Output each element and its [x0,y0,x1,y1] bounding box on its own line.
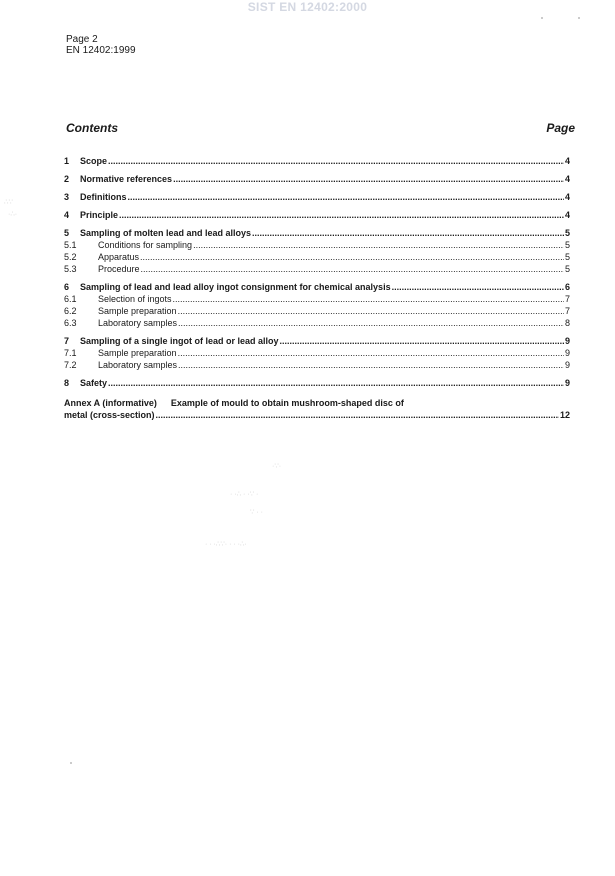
scan-noise: · ·∴ · ·∵ · [230,491,259,498]
toc-entry-7-2[interactable] [64,359,570,371]
toc-page: 4 [564,192,570,202]
toc-entry-7[interactable] [64,335,570,347]
toc-entry-5-2[interactable] [64,251,570,263]
scan-speck [70,762,72,764]
toc-number: 7 [64,336,70,346]
toc-title: Selection of ingots [98,294,172,304]
toc-number: 1 [64,156,70,166]
toc-title: Definitions [80,192,127,202]
toc-number: 2 [64,174,70,184]
toc-title: Conditions for sampling [98,240,193,250]
toc-number: 6.3 [64,318,77,328]
toc-entry-6-3[interactable] [64,317,570,329]
dot-leader [178,347,564,359]
toc-entry-1[interactable] [64,155,570,167]
standard-number: EN 12402:1999 [66,45,136,56]
toc-entry-5-3[interactable] [64,263,570,275]
dot-leader [178,305,564,317]
toc-number: 5.1 [64,240,77,250]
toc-title: Normative references [80,174,173,184]
dot-leader [252,227,564,239]
toc-title: Sample preparation [98,306,177,316]
toc-entry-6-2[interactable] [64,305,570,317]
toc-number: 7.1 [64,348,77,358]
toc-page: 4 [564,210,570,220]
annex-title-line-1: Example of mould to obtain mushroom-shaped disc of [170,398,404,408]
toc-title: Principle [80,210,119,220]
toc-title: Apparatus [98,252,140,262]
scan-speck [541,17,543,19]
dot-leader [173,293,564,305]
scan-noise: ·∵· [272,463,282,470]
toc-page: 9 [564,336,570,346]
toc-number: 4 [64,210,70,220]
toc-page: 5 [564,228,570,238]
toc-title: Sampling of a single ingot of lead or lead alloy [80,336,279,346]
dot-leader [392,281,564,293]
toc-page: 7 [564,306,570,316]
toc-page: 6 [564,282,570,292]
dot-leader [156,409,559,421]
toc-page: 9 [564,378,570,388]
toc-entry-7-1[interactable] [64,347,570,359]
toc-number: 6 [64,282,70,292]
scan-noise: · · ·∴∵· · · ·∴· [205,541,247,548]
toc-page: 7 [564,294,570,304]
toc-entry-8[interactable] [64,377,570,389]
dot-leader [280,335,564,347]
toc-page: 9 [564,348,570,358]
scan-noise: ∴∵ [4,199,13,206]
toc-title: Laboratory samples [98,360,178,370]
toc-page: 9 [564,360,570,370]
toc-entry-5[interactable] [64,227,570,239]
toc-title: Sampling of lead and lead alloy ingot consignment for chemical analysis [80,282,391,292]
annex-line-2 [64,409,570,421]
dot-leader [193,239,564,251]
dot-leader [119,209,564,221]
toc-page: 8 [564,318,570,328]
contents-heading: Contents [66,121,118,135]
toc-entry-6-1[interactable] [64,293,570,305]
toc-title: Procedure [98,264,140,274]
toc-entry-6[interactable] [64,281,570,293]
toc-entry-2[interactable] [64,173,570,185]
toc-number: 6.1 [64,294,77,304]
toc-number: 5 [64,228,70,238]
toc-title: Sampling of molten lead and lead alloys [80,228,252,238]
dot-leader [140,251,564,263]
toc-page: 12 [559,410,570,420]
dot-leader [108,155,564,167]
dot-leader [178,317,564,329]
dot-leader [173,173,564,185]
toc-page: 5 [564,264,570,274]
toc-page: 4 [564,174,570,184]
toc-title: Safety [80,378,108,388]
dot-leader [128,191,564,203]
annex-label: Annex A (informative) [64,398,157,408]
scan-noise: ·∴· [8,211,18,218]
annex-line-1 [64,397,570,409]
table-of-contents [64,155,570,421]
toc-entry-annex-a[interactable] [64,397,570,421]
toc-title: Scope [80,156,108,166]
dot-leader [178,359,564,371]
scan-speck [578,17,580,19]
toc-title: Sample preparation [98,348,177,358]
toc-number: 7.2 [64,360,77,370]
toc-number: 8 [64,378,70,388]
toc-number: 6.2 [64,306,77,316]
watermark: SIST EN 12402:2000 [247,0,368,14]
toc-page: 5 [564,240,570,250]
page-column-heading: Page [546,121,575,135]
toc-entry-3[interactable] [64,191,570,203]
toc-number: 3 [64,192,70,202]
scan-noise: ∵ · · [250,509,264,516]
dot-leader [108,377,564,389]
toc-entry-4[interactable] [64,209,570,221]
toc-entry-5-1[interactable] [64,239,570,251]
annex-title-line-2: metal (cross-section) [64,410,155,420]
toc-title: Laboratory samples [98,318,178,328]
toc-number: 5.3 [64,264,77,274]
toc-number: 5.2 [64,252,77,262]
dot-leader [141,263,564,275]
page-header [66,34,136,56]
toc-page: 4 [564,156,570,166]
page-number: Page 2 [66,34,98,45]
toc-page: 5 [564,252,570,262]
